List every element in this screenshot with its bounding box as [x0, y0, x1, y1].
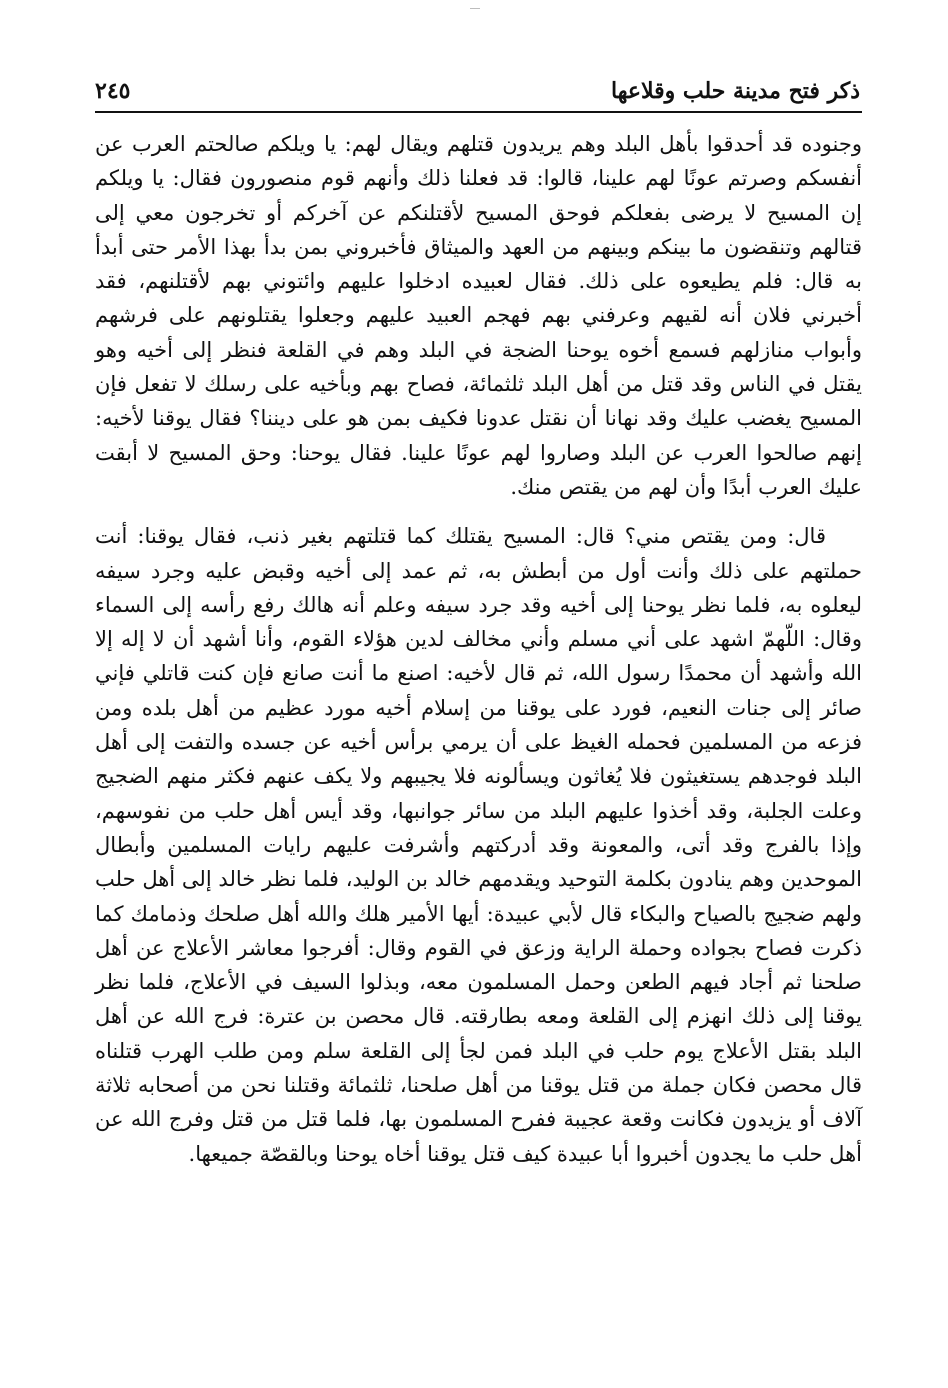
body-text [95, 127, 862, 1171]
scan-artifact [470, 8, 480, 9]
header-rule [95, 111, 862, 113]
page-number: ٢٤٥ [95, 78, 131, 104]
paragraph: قال: ومن يقتص مني؟ قال: المسيح يقتلك كما قتلتهم بغير ذنب، فقال يوقنا: أنت حملتهم على ذلك وأنت أول من أبطش به، ثم عمد إلى أخيه وقبض عليه وجرد سيفه ليعلوه به، فلما نظر يوحنا إلى أخيه وقد جرد سيفه وعلم أنه هالك رفع رأسه إلى السماء وقال: اللّهمّ اشهد على أني مسلم وأني مخالف لدين هؤلاء القوم، وأنا أشهد أن لا إله إلا الله وأشهد أن محمدًا رسول الله، ثم قال لأخيه: اصنع ما أنت صانع فإن كنت قاتلي فإني صائر إلى جنات النعيم، فورد على يوقنا من إسلام أخيه مورد عظيم من أهل بلده ومن فزعه من المسلمين فحمله الغيظ على أن يرمي برأس أخيه عن جسده والتفت إلى أهل البلد فوجدهم يستغيثون فلا يُغاثون ويسألونه فلا يجيبهم ولا يكف عنهم فكثر منهم الضجيج وعلت الجلبة، وقد أخذوا عليهم البلد من سائر جوانبها، وقد أيس أهل حلب من نفوسهم، وإذا بالفرج وقد أتى، والمعونة وقد أدركتهم وأشرفت عليهم رايات المسلمين وأبطال الموحدين وهم ينادون بكلمة التوحيد ويقدمهم خالد بن الوليد، فلما نظر خالد إلى أهل حلب ولهم ضجيج بالصياح والبكاء قال لأبي عبيدة: أيها الأمير هلك والله أهل صلحك وذمامك كما ذكرت فصاح بجواده وحملة الراية وزعق في القوم وقال: أفرجوا معاشر الأعلاج عن أهل صلحنا ثم أجاد فيهم الطعن وحمل المسلمون معه، وبذلوا السيف في الأعلاج، فلما نظر يوقنا إلى ذلك انهزم إلى القلعة ومعه بطارقته. قال محصن بن عترة: فرج الله عن أهل البلد بقتل الأعلاج يوم حلب في البلد فمن لجأ إلى القلعة سلم ومن طلب الهرب قتلناه قال محصن فكان جملة من قتل يوقنا من أهل صلحنا، ثلثمائة وقتلنا نحن من أصحابه ثلاثة آلاف أو يزيدون فكانت وقعة عجيبة ففرح المسلمون بها، فلما قتل من قتل وفرج الله عن أهل حلب ما يجدون أخبروا أبا عبيدة كيف قتل يوقنا أخاه يوحنا وبالقصّة جميعها. [95, 524, 862, 1166]
paragraph: وجنوده قد أحدقوا بأهل البلد وهم يريدون قتلهم ويقال لهم: يا ويلكم صالحتم العرب عن أنفسكم وصرتم عونًا لهم علينا، قالوا: قد فعلنا ذلك وأنهم قوم منصورون فقال: يا ويلكم إن المسيح لا يرضى بفعلكم فوحق المسيح لأقتلنكم عن آخركم أو تخرجون معي إلى قتالهم وتنقضون ما بينكم وبينهم من العهد والميثاق فأخبروني بمن بدأ بهذا الأمر حتى أبدأ به قال: فلم يطيعوه على ذلك. فقال لعبيده ادخلوا عليهم وائتوني بهم لأقتلنهم، فقد أخبرني فلان أنه لقيهم وعرفني بهم فهجم العبيد عليهم وجعلوا يقتلونهم على فرشهم وأبواب منازلهم فسمع أخوه يوحنا الضجة في البلد وهم في القلعة فنظر إلى أخيه وهو يقتل في الناس وقد قتل من أهل البلد ثلثمائة، فصاح بهم وبأخيه على رسلك لا تفعل فإن المسيح يغضب عليك وقد نهانا أن نقتل عدونا فكيف بمن هو على ديننا؟ فقال يوقنا لأخيه: إنهم صالحوا العرب عن البلد وصاروا لهم عونًا علينا. فقال يوحنا: وحق المسيح لا أبقت عليك العرب أبدًا وأن لهم من يقتص منك. [95, 132, 862, 499]
page-header [95, 74, 860, 110]
running-title: ذكر فتح مدينة حلب وقلاعها [610, 78, 860, 104]
